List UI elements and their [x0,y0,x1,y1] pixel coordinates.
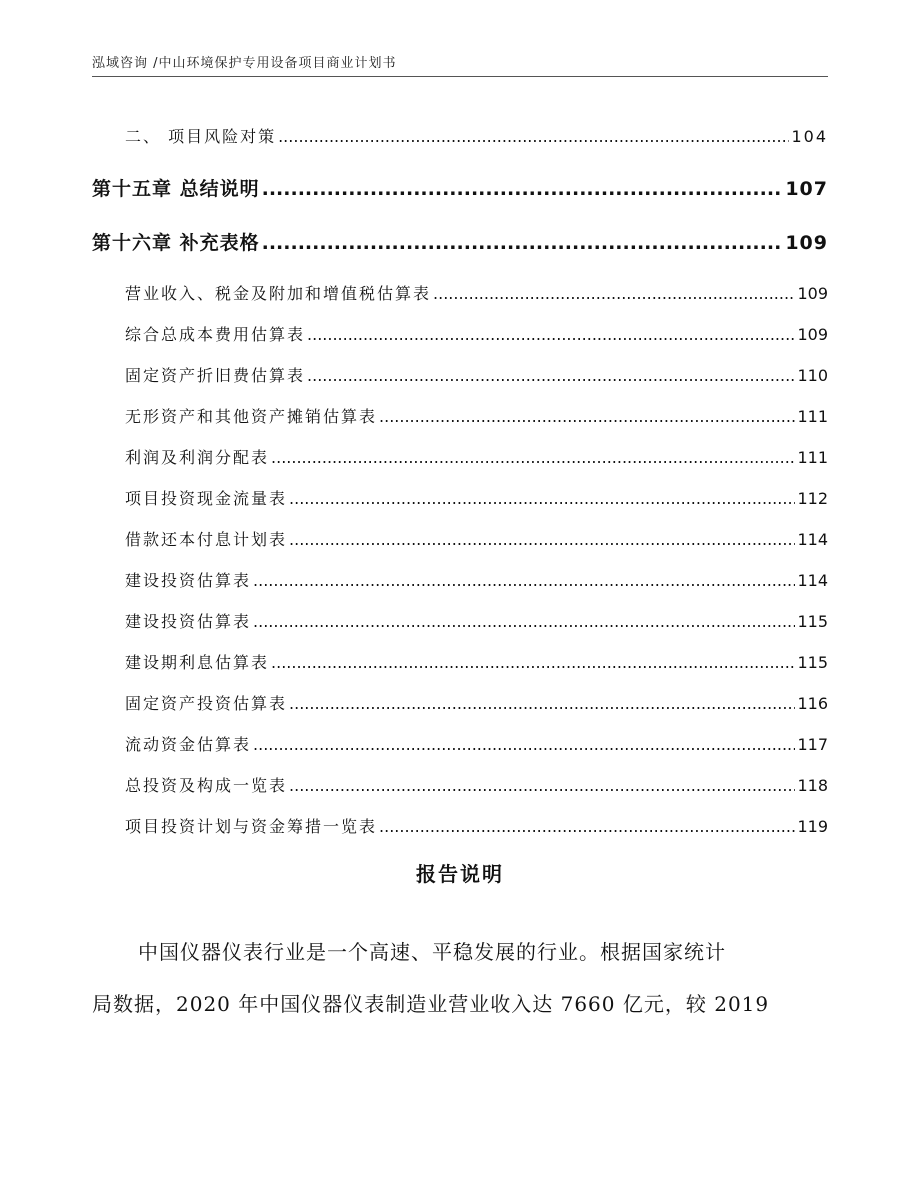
toc-entry[interactable] [125,486,828,509]
toc-entry[interactable] [125,445,828,468]
toc-entry-label: 流动资金估算表 [125,735,252,754]
toc-entry-label: 建设投资估算表 [125,612,252,631]
toc-leader-dots [271,448,795,467]
toc-entry[interactable] [125,650,828,673]
toc-entry-label: 营业收入、税金及附加和增值税估算表 [125,284,432,303]
toc-entry-label: 项目投资计划与资金筹措一览表 [125,817,378,836]
toc-entry-page: 119 [797,817,828,836]
toc-leader-dots [433,284,795,303]
toc-entry[interactable] [125,363,828,386]
toc-entry-label: 建设期利息估算表 [125,653,270,672]
toc-leader-dots [307,366,795,385]
toc-leader-dots [262,178,784,200]
toc-entry[interactable] [125,322,828,345]
toc-entry[interactable] [125,281,828,304]
toc-entry-page: 114 [797,530,828,549]
toc-entry-label: 项目投资现金流量表 [125,489,288,508]
toc-entry-page: 112 [797,489,828,508]
toc-leader-dots [289,694,795,713]
toc-chapter-page: 107 [785,178,828,200]
toc-entry-page: 109 [797,325,828,344]
toc-entry-label: 固定资产折旧费估算表 [125,366,306,385]
toc-entry-page: 109 [797,284,828,303]
toc-chapter-label: 第十六章 补充表格 [92,232,260,254]
toc-entry-label: 二、 项目风险对策 [125,127,277,146]
toc-entry-label: 综合总成本费用估算表 [125,325,306,344]
toc-entry[interactable] [125,691,828,714]
toc-entry-page: 111 [797,448,828,467]
toc-leader-dots [253,735,795,754]
toc-entry-page: 114 [797,571,828,590]
toc-entry-label: 总投资及构成一览表 [125,776,288,795]
paragraph-line: 中国仪器仪表行业是一个高速、平稳发展的行业。根据国家统计 [138,940,726,964]
toc-leader-dots [253,612,795,631]
toc-leader-dots [271,653,795,672]
toc-entry-label: 借款还本付息计划表 [125,530,288,549]
section-title: 报告说明 [416,862,504,886]
toc-entry-page: 117 [797,735,828,754]
toc-entry-page: 115 [797,653,828,672]
toc-leader-dots [289,776,795,795]
page-header: 泓域咨询 /中山环境保护专用设备项目商业计划书 [92,56,397,71]
toc-entry-page: 115 [797,612,828,631]
toc-entry[interactable] [125,773,828,796]
toc-leader-dots [253,571,795,590]
toc-entry[interactable] [125,404,828,427]
toc-leader-dots [262,232,784,254]
toc-chapter-16[interactable] [92,228,828,255]
toc-entry-label: 固定资产投资估算表 [125,694,288,713]
toc-chapter-15[interactable] [92,174,828,201]
toc-entry[interactable] [125,527,828,550]
toc-entry-page: 104 [791,127,828,146]
toc-entry-risk-countermeasures[interactable] [125,124,828,147]
paragraph-line: 局数据，2020 年中国仪器仪表制造业营业收入达 7660 亿元，较 2019 [92,992,770,1016]
toc-leader-dots [379,817,795,836]
header-divider [92,76,828,77]
toc-entry[interactable] [125,609,828,632]
toc-entry-page: 110 [797,366,828,385]
toc-entry[interactable] [125,732,828,755]
toc-leader-dots [379,407,795,426]
toc-leader-dots [307,325,795,344]
toc-entry-label: 建设投资估算表 [125,571,252,590]
toc-entry-page: 118 [797,776,828,795]
toc-leader-dots [289,489,795,508]
toc-chapter-page: 109 [785,232,828,254]
toc-leader-dots [289,530,795,549]
toc-chapter-label: 第十五章 总结说明 [92,178,260,200]
toc-entry-label: 无形资产和其他资产摊销估算表 [125,407,378,426]
toc-leader-dots [278,127,789,146]
toc-entry-page: 116 [797,694,828,713]
toc-entry-label: 利润及利润分配表 [125,448,270,467]
toc-entry-page: 111 [797,407,828,426]
toc-entry[interactable] [125,814,828,837]
toc-entry[interactable] [125,568,828,591]
